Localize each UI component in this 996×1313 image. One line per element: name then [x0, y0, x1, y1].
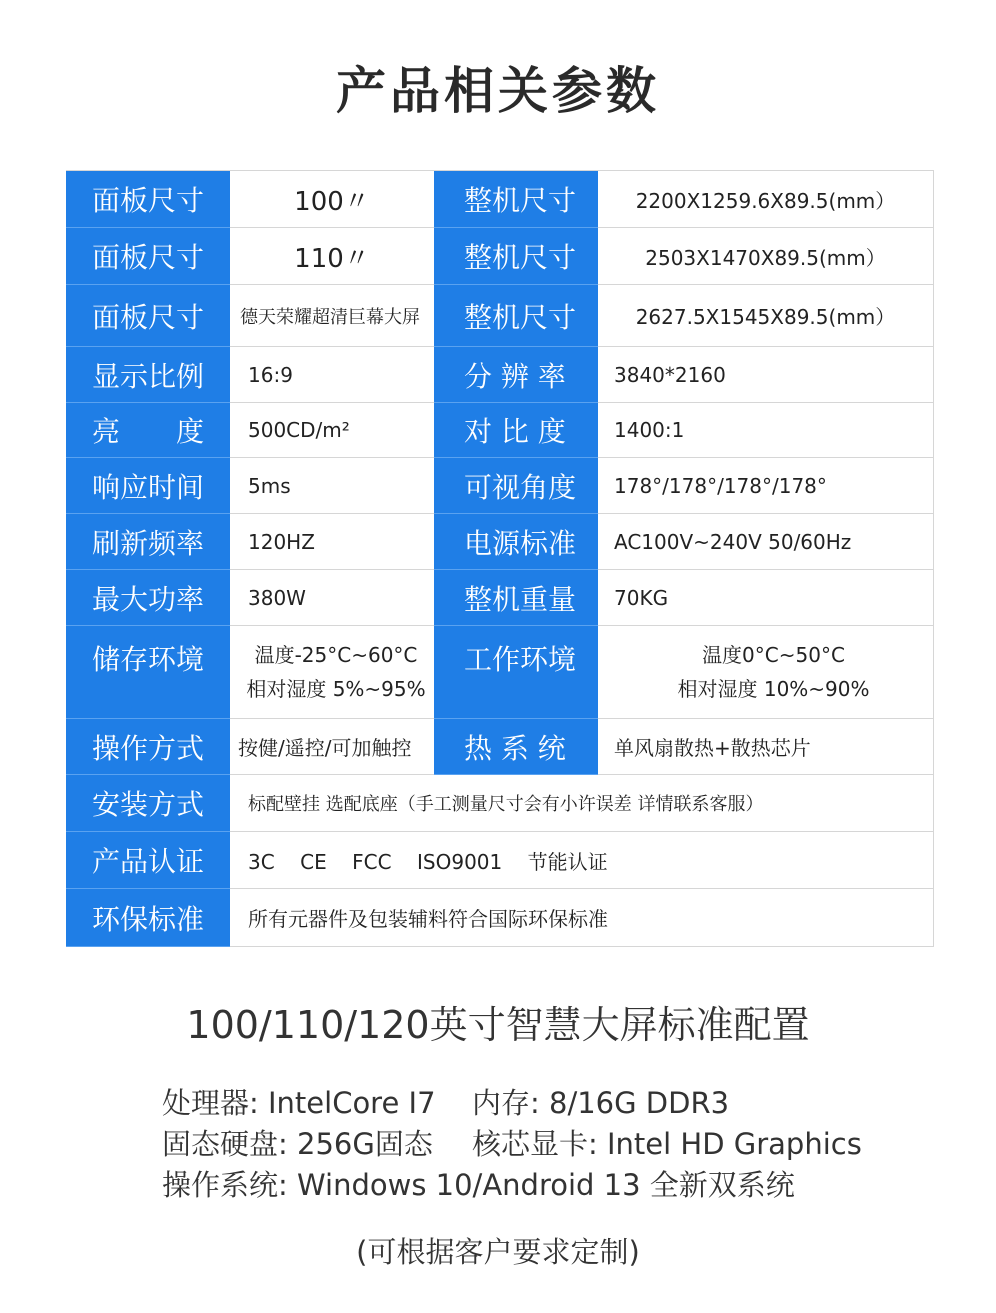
spec-label: 环保标准	[66, 889, 230, 947]
config-line	[162, 1124, 922, 1165]
spec-label: 刷新频率	[66, 514, 230, 570]
spec-value: 16:9	[248, 362, 293, 387]
customization-note: (可根据客户要求定制)	[356, 1235, 640, 1269]
spec-value: 3C CE FCC ISO9001 节能认证	[248, 849, 608, 874]
config-title: 100/110/120英寸智慧大屏标准配置	[186, 1003, 810, 1047]
spec-label: 分 辨 率	[434, 347, 598, 403]
spec-label: 面板尺寸	[66, 228, 230, 285]
config-line	[162, 1165, 922, 1206]
spec-value: 德天荣耀超清巨幕大屏	[240, 306, 420, 328]
config-cpu: 处理器: IntelCore I7	[162, 1086, 436, 1120]
page-title: 产品相关参数	[336, 62, 660, 120]
spec-value-line: 温度0°C~50°C	[702, 643, 845, 667]
spec-label: 可视角度	[434, 458, 598, 514]
spec-label: 安装方式	[66, 775, 230, 832]
spec-label: 整机尺寸	[434, 285, 598, 347]
spec-value: AC100V~240V 50/60Hz	[614, 529, 852, 554]
table-row	[66, 458, 934, 514]
spec-label: 整机尺寸	[434, 171, 598, 228]
spec-label: 热 系 统	[434, 719, 598, 775]
spec-value-line: 相对湿度 5%~95%	[246, 677, 426, 701]
table-row	[66, 626, 934, 719]
spec-label: 整机重量	[434, 570, 598, 626]
spec-value: 2627.5X1545X89.5(mm）	[635, 305, 896, 329]
spec-label: 最大功率	[66, 570, 230, 626]
config-os: 操作系统: Windows 10/Android 13 全新双系统	[162, 1168, 795, 1202]
table-row	[66, 171, 934, 228]
spec-value: 100〃	[294, 186, 370, 217]
table-row	[66, 403, 934, 458]
spec-label: 电源标准	[434, 514, 598, 570]
spec-value: 1400:1	[614, 418, 685, 442]
table-row	[66, 775, 934, 832]
spec-value	[230, 626, 434, 718]
spec-table	[66, 170, 934, 947]
config-line	[162, 1083, 922, 1124]
spec-label: 对 比 度	[434, 403, 598, 458]
config-gpu: 核芯显卡: Intel HD Graphics	[472, 1127, 862, 1161]
spec-value-line: 相对湿度 10%~90%	[677, 677, 870, 701]
spec-value: 标配壁挂 选配底座（手工测量尺寸会有小许误差 详情联系客服）	[248, 794, 764, 815]
spec-value: 120HZ	[248, 529, 315, 554]
spec-label: 亮 度	[66, 403, 230, 458]
spec-label: 储存环境	[66, 626, 230, 719]
spec-value: 178°/178°/178°/178°	[614, 473, 827, 498]
table-row	[66, 347, 934, 403]
spec-label: 工作环境	[434, 626, 598, 719]
table-row	[66, 228, 934, 285]
spec-value: 3840*2160	[614, 362, 726, 387]
spec-value: 380W	[248, 585, 306, 610]
spec-value: 2200X1259.6X89.5(mm）	[635, 188, 896, 213]
spec-value-line: 温度-25°C~60°C	[254, 643, 418, 667]
table-row	[66, 514, 934, 570]
config-ram: 内存: 8/16G DDR3	[472, 1086, 730, 1120]
spec-value: 5ms	[248, 473, 291, 498]
spec-value: 500CD/m²	[248, 418, 350, 442]
spec-label: 显示比例	[66, 347, 230, 403]
spec-label: 产品认证	[66, 832, 230, 889]
spec-value: 所有元器件及包装辅料符合国际环保标准	[248, 907, 608, 931]
spec-value: 70KG	[614, 585, 669, 610]
spec-label: 整机尺寸	[434, 228, 598, 285]
spec-label: 面板尺寸	[66, 285, 230, 347]
spec-value	[598, 626, 933, 718]
spec-value: 单风扇散热+散热芯片	[614, 736, 811, 760]
table-row	[66, 832, 934, 889]
spec-label: 面板尺寸	[66, 171, 230, 228]
table-row	[66, 719, 934, 775]
spec-label: 操作方式	[66, 719, 230, 775]
table-row	[66, 285, 934, 347]
spec-value: 110〃	[294, 243, 370, 274]
config-ssd: 固态硬盘: 256G固态	[162, 1127, 433, 1161]
config-list	[162, 1083, 922, 1206]
table-row	[66, 889, 934, 947]
spec-value: 2503X1470X89.5(mm）	[645, 245, 886, 270]
spec-label: 响应时间	[66, 458, 230, 514]
spec-value: 按健/遥控/可加触控	[238, 736, 412, 760]
table-row	[66, 570, 934, 626]
